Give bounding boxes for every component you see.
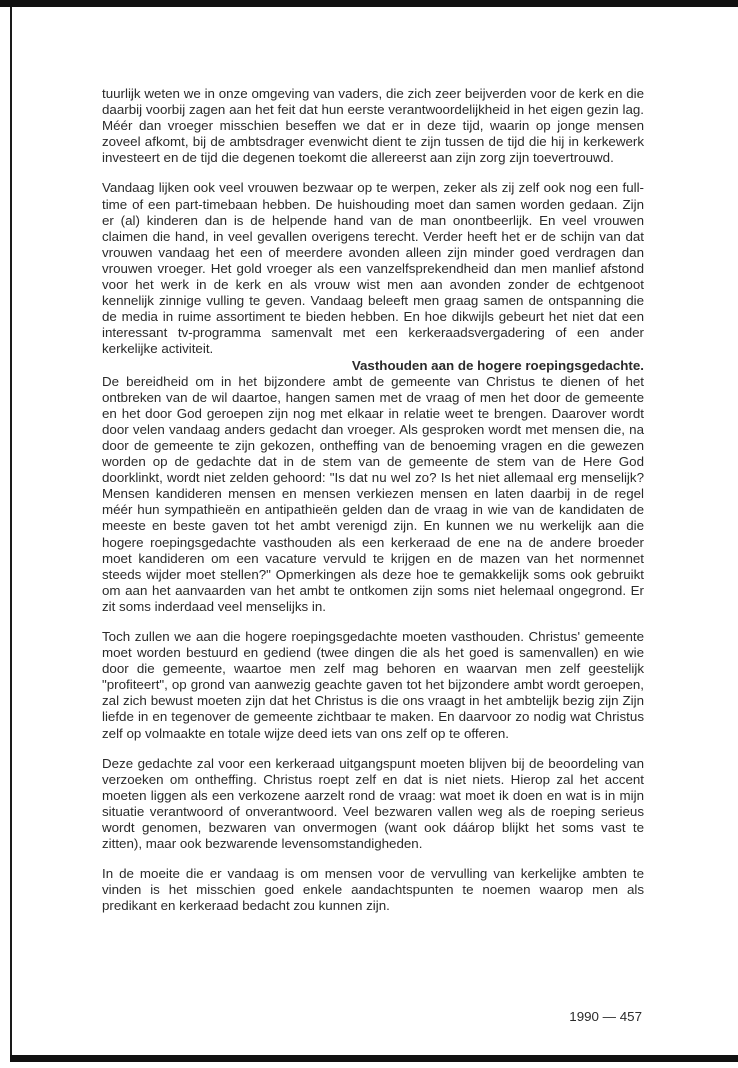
paragraph-6: In de moeite die er vandaag is om mensen voor de vervulling van kerkelijke ambten te vinden is het misschien goed enkele aandachtspunten te noemen waarop men als predikant en kerkeraad bedacht zou kunnen zijn. (102, 866, 644, 914)
left-border-rule (10, 7, 12, 1062)
paragraph-5: Deze gedachte zal voor een kerkeraad uitgangspunt moeten blijven bij de beoordeling van verzoeken om ontheffing. Christus roept zelf en dat is niet niets. Hierop zal het accent moeten liggen als een verkozene aarzelt rond de vraag: wat moet ik doen en wat is in mijn situatie verantwoord of onverantwoord. Veel bezwaren vallen weg als de roeping serieus wordt genomen, bezwaren van onvermogen (want ook dáárop blijkt het soms vast te zitten), maar ook bezwarende levensomstandigheden. (102, 755, 644, 852)
bottom-border-rule (10, 1055, 738, 1062)
paragraph-2: Vandaag lijken ook veel vrouwen bezwaar op te werpen, zeker als zij zelf ook nog een full-time of een part-timebaan hebben. De huishouding moet dan samen worden gedaan. Zijn er (al) kinderen dan is de helpende hand van de man onontbeerlijk. En veel vrouwen claimen die hand, in veel gevallen overigens terecht. Verder heeft het er de schijn van dat vrouwen vandaag het een of meerdere avonden alleen zijn minder goed verdragen dan vrouwen vroeger. Het gold vroeger als een vanzelfsprekendheid dan men manlief afstond voor het werk in de kerk en als vrouw wist men aan avonden zonder de echtgenoot kennelijk zinnige vulling te geven. Vandaag beleeft men graag samen de ontspanning die de media in ruime assortiment te bieden hebben. En hoe dikwijls gebeurt het niet dat een interessant tv-programma samenvalt met een kerkeraadsvergadering of een ander kerkelijke activiteit. (102, 180, 644, 357)
paragraph-1: tuurlijk weten we in onze omgeving van vaders, die zich zeer beijverden voor de kerk en die daarbij voorbij zagen aan het feit dat hun eerste verantwoordelijkheid in het eigen gezin lag. Méér dan vroeger misschien beseffen we dat er in deze tijd, waarin op jonge mensen zoveel afkomt, bij de ambtsdrager evenwicht dient te zijn tussen de tijd die hij in kerkewerk investeert en de tijd die degenen toekomt die allereerst aan zijn zorg zijn toevertrouwd. (102, 86, 644, 166)
paragraph-3: De bereidheid om in het bijzondere ambt de gemeente van Christus te dienen of het ontbreken van de wil daartoe, hangen samen met de vraag of men het door de gemeente en het door God geroepen zijn nog met elkaar in relatie weet te brengen. Daarover wordt door velen vandaag anders gedacht dan vroeger. Als gesproken wordt met mensen die, na door de gemeente te zijn gekozen, ontheffing van de benoeming vragen en die gewezen worden op de gedachte dat in de stem van de gemeente de stem van de Here God doorklinkt, wordt niet zelden gehoord: "Is dat nu wel zo? Is het niet allemaal erg menselijk? Mensen kandideren mensen en mensen verkiezen mensen en laten daarbij in de regel méér hun sympathieën en antipathieën gelden dan de vraag in wie van de kandidaten de meeste en beste gaven tot het ambt verenigd zijn. En kunnen we nu werkelijk aan die hogere roepingsgedachte vasthouden als een kerkeraad de ene na de andere broeder moet kandideren om een vacature vervuld te krijgen en de mazen van het normennet steeds wijder moet stellen?" Opmerkingen als deze hoe te gemakkelijk soms ook gebruikt om aan het aanvaarden van het ambt te ontkomen zijn soms niet helemaal ongegrond. Er zit soms inderdaad veel menselijks in. (102, 373, 644, 614)
page-number: 1990 — 457 (569, 1009, 642, 1024)
section-heading: Vasthouden aan de hogere roepingsgedachte. (351, 357, 644, 373)
paragraph-4: Toch zullen we aan die hogere roepingsgedachte moeten vasthouden. Christus' gemeente moet worden bestuurd en gediend (twee dingen die als het goed is samenvallen) en wie door die gemeente, waartoe men zelf mag behoren en waarvan men zelf geestelijk "profiteert", op grond van aanwezig geachte gaven tot het bijzondere ambt wordt geroepen, zal zich bewust moeten zijn dat het Christus is die ons vraagt in het ambtelijk bezig zijn Zijn liefde in en tegenover de gemeente zichtbaar te maken. En daarvoor zo nodig wat Christus zelf op volmaakte en totale wijze deed iets van ons zelf op te offeren. (102, 629, 644, 741)
page-body (102, 86, 644, 929)
top-border-rule (0, 0, 738, 7)
